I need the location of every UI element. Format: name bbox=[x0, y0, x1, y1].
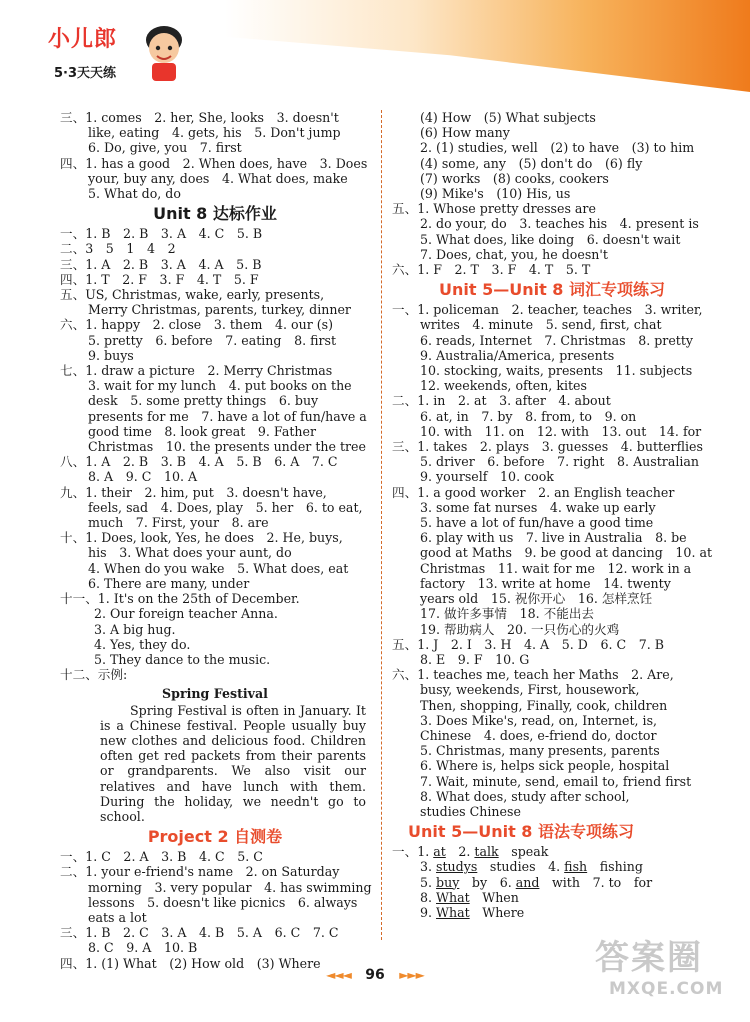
answer-line: Then, shopping, Finally, cook, children bbox=[420, 697, 668, 713]
grammar-underlined: at bbox=[433, 844, 446, 860]
grammar-text: speak bbox=[498, 844, 549, 860]
brand-logo bbox=[48, 18, 198, 88]
answer-line: 5. They dance to the music. bbox=[94, 651, 271, 667]
unit8-heading: Unit 8 达标作业 bbox=[153, 204, 277, 224]
answer-line: 6. play with us 7. live in Australia 8. be bbox=[420, 530, 687, 546]
answer-line: 四、1. (1) What (2) How old (3) Where bbox=[60, 955, 321, 971]
answer-line: 6. There are many, under bbox=[88, 575, 250, 591]
essay-title: Spring Festival bbox=[162, 686, 268, 702]
answer-line: (6) How many bbox=[420, 125, 510, 141]
answer-line: 12. weekends, often, kites bbox=[420, 378, 587, 394]
answer-line: 十、1. Does, look, Yes, he does 2. He, buys, bbox=[60, 530, 343, 546]
left-arrows-icon: ◄◄◄ bbox=[326, 968, 351, 982]
answer-line: good at Maths 9. be good at dancing 10. at bbox=[420, 545, 713, 561]
answer-line: 4. When do you wake 5. What does, eat bbox=[88, 560, 349, 576]
answer-line: 7. Wait, minute, send, email to, friend first bbox=[420, 773, 692, 789]
answer-line: 三、1. takes 2. plays 3. guesses 4. butterflies bbox=[392, 439, 703, 455]
answer-line: 三、1. A 2. B 3. A 4. A 5. B bbox=[60, 256, 262, 272]
answer-line: feels, sad 4. Does, play 5. her 6. to eat, bbox=[88, 499, 363, 515]
answer-line: 二、1. in 2. at 3. after 4. about bbox=[392, 393, 611, 409]
answer-line: morning 3. very popular 4. has swimming bbox=[88, 879, 372, 895]
answer-line: 6. at, in 7. by 8. from, to 9. on bbox=[420, 408, 637, 424]
answer-line: busy, weekends, First, housework, bbox=[420, 682, 640, 698]
grammar-text: by 6. bbox=[459, 874, 516, 890]
grammar-text: fishing bbox=[587, 859, 643, 875]
grammar-text: When bbox=[469, 889, 519, 905]
answer-line: Merry Christmas, parents, turkey, dinner bbox=[88, 302, 351, 318]
answer-line: 3. some fat nurses 4. wake up early bbox=[420, 499, 656, 515]
answer-line: (7) works (8) cooks, cookers bbox=[420, 170, 609, 186]
grammar-line bbox=[392, 859, 712, 874]
answer-line: 三、1. comes 2. her, She, looks 3. doesn't bbox=[60, 110, 339, 125]
grammar-underlined: talk bbox=[474, 844, 499, 860]
answer-line: 5. What does, like doing 6. doesn't wait bbox=[420, 231, 681, 247]
grammar-prefix: 9. bbox=[420, 904, 437, 920]
answer-line: 一、1. C 2. A 3. B 4. C 5. C bbox=[60, 849, 263, 865]
answer-line: Christmas 11. wait for me 12. work in a bbox=[420, 560, 692, 576]
answer-line: lessons 5. doesn't like picnics 6. always bbox=[88, 894, 358, 910]
answer-line: factory 13. write at home 14. twenty bbox=[420, 575, 671, 591]
answer-line: 七、1. draw a picture 2. Merry Christmas bbox=[60, 363, 333, 379]
column-divider bbox=[381, 110, 382, 940]
grammar-underlined: What bbox=[436, 904, 470, 920]
answer-line: 17. 做许多事情 18. 不能出去 bbox=[420, 606, 595, 622]
grammar-line bbox=[392, 875, 712, 890]
grammar-underlined: What bbox=[436, 889, 470, 905]
answer-line: 五、US, Christmas, wake, early, presents, bbox=[60, 287, 325, 303]
grammar-underlined: fish bbox=[564, 859, 588, 875]
answer-line: 8. C 9. A 10. B bbox=[88, 940, 198, 956]
answer-line: 三、1. B 2. C 3. A 4. B 5. A 6. C 7. C bbox=[60, 925, 339, 941]
answer-line: 3. A big hug. bbox=[94, 621, 176, 637]
answer-line: (4) How (5) What subjects bbox=[420, 110, 596, 125]
grammar-line bbox=[392, 844, 712, 859]
answer-line: 3. wait for my lunch 4. put books on the bbox=[88, 378, 352, 394]
answer-line: 五、1. Whose pretty dresses are bbox=[392, 201, 596, 217]
watermark-logo bbox=[595, 930, 745, 1016]
answer-line: 4. Yes, they do. bbox=[94, 636, 191, 652]
answer-line: 6. Do, give, you 7. first bbox=[88, 140, 242, 156]
answer-line: 8. A 9. C 10. A bbox=[88, 469, 198, 485]
answer-line: 8. E 9. F 10. G bbox=[420, 651, 530, 667]
answer-line: 9. Australia/America, presents bbox=[420, 347, 615, 363]
grammar-underlined: buy bbox=[436, 874, 460, 890]
answer-line: 5. pretty 6. before 7. eating 8. first bbox=[88, 332, 337, 348]
grammar-text: studies 4. bbox=[477, 859, 565, 875]
answer-line: 5. What do, do bbox=[88, 186, 181, 202]
grammar-line bbox=[392, 905, 712, 920]
grammar-prefix: 一、1. bbox=[392, 844, 434, 860]
grammar-text: with 7. to for bbox=[539, 874, 653, 890]
answer-line: (4) some, any (5) don't do (6) fly bbox=[420, 155, 643, 171]
answer-line: 5. Christmas, many presents, parents bbox=[420, 743, 660, 759]
answer-line: 六、1. teaches me, teach her Maths 2. Are, bbox=[392, 667, 674, 683]
answer-line: 十一、1. It's on the 25th of December. bbox=[60, 591, 300, 607]
answer-line: (9) Mike's (10) His, us bbox=[420, 186, 571, 202]
grammar-prefix: 8. bbox=[420, 889, 437, 905]
answer-line: 9. yourself 10. cook bbox=[420, 469, 554, 485]
answer-line: 六、1. F 2. T 3. F 4. T 5. T bbox=[392, 262, 591, 278]
answer-line: presents for me 7. have a lot of fun/have a bbox=[88, 408, 367, 424]
answer-line: 四、1. T 2. F 3. F 4. T 5. F bbox=[60, 271, 259, 287]
answer-line: 2. do your, do 3. teaches his 4. present is bbox=[420, 216, 699, 232]
answer-line: years old 15. 祝你开心 16. 怎样烹饪 bbox=[420, 591, 653, 607]
answer-line: 六、1. happy 2. close 3. them 4. our (s) bbox=[60, 317, 334, 333]
answer-line: eats a lot bbox=[88, 909, 147, 925]
answer-line: 二、1. your e-friend's name 2. on Saturday bbox=[60, 864, 340, 880]
grammar-underlined: and bbox=[515, 874, 540, 890]
logo-subtitle: 5·3天天练 bbox=[54, 66, 117, 81]
answer-line: 二、3 5 1 4 2 bbox=[60, 241, 176, 257]
answer-line: 一、1. policeman 2. teacher, teaches 3. writer, bbox=[392, 302, 703, 318]
answer-line: his 3. What does your aunt, do bbox=[88, 545, 292, 561]
project2-heading: Project 2 自测卷 bbox=[147, 827, 283, 847]
answer-line: 3. Does Mike's, read, on, Internet, is, bbox=[420, 712, 658, 728]
answer-line: good time 8. look great 9. Father bbox=[88, 423, 316, 439]
answer-line: your, buy any, does 4. What does, make bbox=[88, 170, 348, 186]
answer-line: 五、1. J 2. I 3. H 4. A 5. D 6. C 7. B bbox=[392, 636, 664, 652]
answer-line: 10. with 11. on 12. with 13. out 14. for bbox=[420, 423, 702, 439]
answer-line: Chinese 4. does, e-friend do, doctor bbox=[420, 727, 657, 743]
left-column bbox=[60, 110, 370, 971]
answer-line: 九、1. their 2. him, put 3. doesn't have, bbox=[60, 484, 327, 500]
vocab-practice-heading: Unit 5—Unit 8 词汇专项练习 bbox=[438, 280, 665, 300]
answer-line: 一、1. B 2. B 3. A 4. C 5. B bbox=[60, 226, 263, 242]
answer-line: like, eating 4. gets, his 5. Don't jump bbox=[88, 125, 341, 141]
answer-line: 十二、示例: bbox=[60, 667, 128, 683]
grammar-prefix: 5. bbox=[420, 874, 437, 890]
right-column bbox=[392, 110, 712, 920]
answer-line: writes 4. minute 5. send, first, chat bbox=[420, 317, 662, 333]
logo-title: 小儿郎 bbox=[48, 27, 118, 52]
answer-line: 6. reads, Internet 7. Christmas 8. pretty bbox=[420, 332, 694, 348]
answer-line: 19. 帮助病人 20. 一只伤心的火鸡 bbox=[420, 621, 620, 637]
answer-line: 四、1. a good worker 2. an English teacher bbox=[392, 484, 675, 500]
grammar-text: Where bbox=[469, 904, 525, 920]
answer-line: 四、1. has a good 2. When does, have 3. Does bbox=[60, 155, 368, 171]
answer-line: studies Chinese bbox=[420, 803, 521, 819]
right-arrows-icon: ►►► bbox=[399, 968, 424, 982]
answer-line: desk 5. some pretty things 6. buy bbox=[88, 393, 319, 409]
answer-line: much 7. First, your 8. are bbox=[88, 515, 269, 531]
essay-body bbox=[60, 703, 370, 825]
mascot-boy-icon bbox=[136, 18, 192, 82]
answer-line: 2. Our foreign teacher Anna. bbox=[94, 606, 278, 622]
grammar-text: 2. bbox=[445, 844, 475, 860]
watermark-url: MXQE.COM bbox=[609, 979, 724, 999]
grammar-underlined: studys bbox=[436, 859, 478, 875]
answer-line: Christmas 10. the presents under the tree bbox=[88, 439, 366, 455]
answer-line: 5. driver 6. before 7. right 8. Australian bbox=[420, 454, 699, 470]
page-number: 96 bbox=[365, 967, 385, 983]
grammar-practice-heading: Unit 5—Unit 8 语法专项练习 bbox=[408, 822, 635, 842]
answer-line: 9. buys bbox=[88, 347, 134, 363]
grammar-prefix: 3. bbox=[420, 859, 437, 875]
answer-line: 2. (1) studies, well (2) to have (3) to him bbox=[420, 140, 695, 156]
answer-line: 6. Where is, helps sick people, hospital bbox=[420, 758, 670, 774]
essay-paragraph: Spring Festival is often in January. It is a Chinese festival. People usually buy new clothes and delicious food. Children often get red packets from their parents or grandparents. We also visit our relatives and have lunch with them. During the holiday, we needn't go to school. bbox=[100, 702, 366, 824]
grammar-line bbox=[392, 890, 712, 905]
answer-line: 5. have a lot of fun/have a good time bbox=[420, 515, 654, 531]
answer-line: 8. What does, study after school, bbox=[420, 788, 630, 804]
answer-line: 10. stocking, waits, presents 11. subjects bbox=[420, 363, 693, 379]
watermark-title: 答案圈 bbox=[595, 938, 703, 978]
answer-line: 八、1. A 2. B 3. B 4. A 5. B 6. A 7. C bbox=[60, 454, 338, 470]
answer-line: 7. Does, chat, you, he doesn't bbox=[420, 246, 608, 262]
